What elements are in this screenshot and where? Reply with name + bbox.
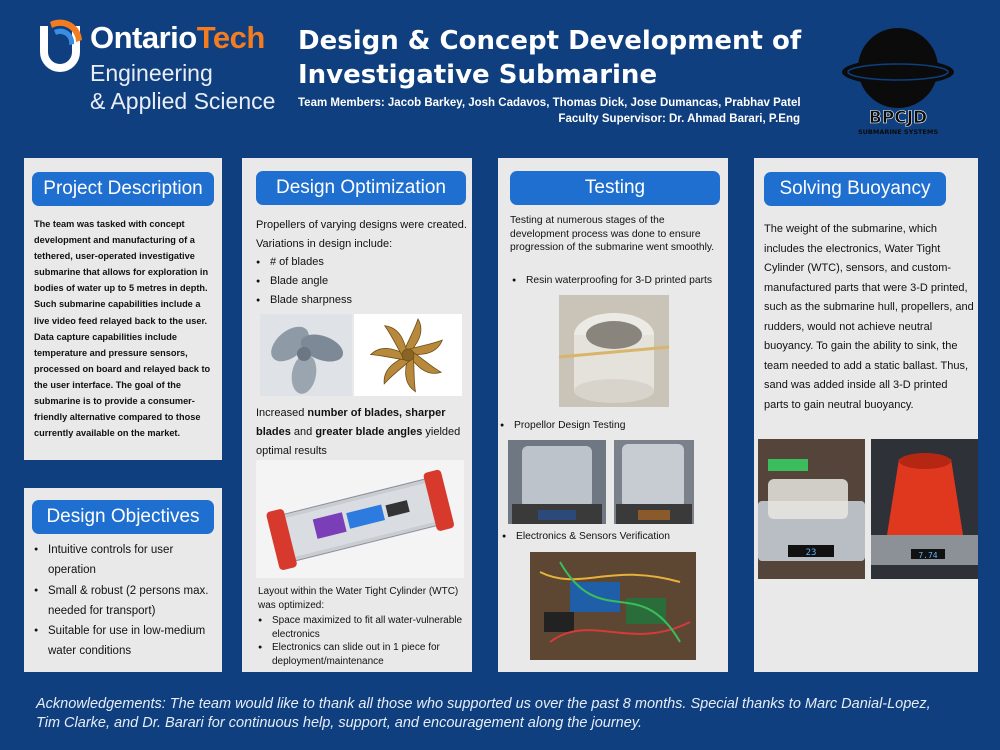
variation-item: ● Blade angle [256,272,456,291]
acknowledgements: Acknowledgements: The team would like to thank all those who supported us over the past 8 months. Special thanks to Marc Danial-Lopez, Tim Clarke, and Dr. Barari for continuous help, support, and encouragement along the journey. [36,696,931,731]
propeller-results-text: Increased number of blades, sharper blades and greater blade angles yielded optimal results [256,407,461,457]
svg-text:BPCJD: BPCJD [868,108,928,128]
design-objectives-title: Design Objectives [32,500,214,534]
variation-item: ● # of blades [256,253,456,272]
resin-waterproofing-photo [559,295,669,407]
wtc-layout-text: Layout within the Water Tight Cylinder (WTC) was optimized: [258,586,459,611]
hull-with-sand-scale-photo [871,439,978,579]
wtc-layout-render-image [256,460,464,578]
project-description-title: Project Description [32,172,214,206]
objective-item: ● Small & robust (2 persons max. needed for transport) [34,581,218,622]
electronics-verification-photo [530,552,696,660]
logo-faculty-line1: Engineering [90,60,213,86]
team-members: Team Members: Jacob Barkey, Josh Cadavos, Thomas Dick, Jose Dumancas, Prabhav Patel [298,97,801,109]
logo-faculty-line2: & Applied Science [90,88,276,114]
propeller-7-blade-image [354,314,462,396]
testing-item-resin: ● Resin waterproofing for 3-D printed parts [512,274,726,288]
ontario-tech-logo-icon [36,18,84,76]
objective-item: ● Intuitive controls for user operation [34,540,218,581]
solving-buoyancy-panel [754,158,978,672]
objective-item: ● Suitable for use in low-medium water conditions [34,621,218,662]
design-optimization-panel [242,158,472,672]
layout-item: ● Space maximized to fit all water-vulnerable electronics [258,614,464,641]
project-description-text: The team was tasked with concept development and manufacturing of a tethered, user-operated investigative submarine that allows for exploration in bodies of water up to 5 metres in depth. Such submarine capabilities include a live video feed relayed back to the user. Data capture capabilities include temperature and pressure sensors, processed on board and relayed back to the user interface. The goal of the submarine is to provide a consumer-friendly alternative compared to those currently available on the market. [34,219,211,439]
design-objectives-panel [24,488,222,672]
svg-text:SUBMARINE SYSTEMS: SUBMARINE SYSTEMS [857,128,939,136]
testing-title: Testing [510,171,720,205]
bpcjd-submarine-logo [838,24,958,139]
testing-panel [498,158,728,672]
design-optimization-title: Design Optimization [256,171,466,205]
testing-intro-text: Testing at numerous stages of the development process was done to ensure progression of the submarine went smoothly. [510,215,715,254]
poster-title: Design & Concept Development of Investigative Submarine [298,26,802,90]
variation-item: ● Blade sharpness [256,291,456,310]
svg-text:7.74: 7.74 [918,551,938,560]
wtc-layout-list [258,614,464,668]
design-objectives-list [34,540,218,662]
testing-item-electronics: ● Electronics & Sensors Verification [502,530,722,544]
propellor-test-photo-2 [614,440,694,524]
project-description-panel [24,158,222,460]
svg-text:23: 23 [805,548,817,558]
propeller-intro-text: Propellers of varying designs were created. Variations in design include: [256,219,467,250]
testing-item-propellor: ● Propellor Design Testing [500,419,714,433]
solving-buoyancy-title: Solving Buoyancy [764,172,946,206]
faculty-supervisor: Faculty Supervisor: Dr. Ahmad Barari, P.Eng [558,113,800,125]
propeller-variations-list [256,253,456,310]
sand-ballast-scale-photo [758,439,865,579]
propellor-test-photo-1 [508,440,606,524]
buoyancy-text: The weight of the submarine, which includes the electronics, Water Tight Cylinder (WTC), sensors, and custom-manufactured parts that were 3-D printed, such as the submarine hull, propellers, and rudders, would not achieve neutral buoyancy. To gain the ability to sink, the team needed to add a static ballast. Thus, sand was added inside all 3-D printed parts to gain neutral buoyancy. [764,223,974,411]
layout-item: ● Electronics can slide out in 1 piece for deployment/maintenance [258,641,464,668]
propeller-3-blade-image [260,314,352,396]
logo-wordmark: OntarioTech [90,20,265,55]
